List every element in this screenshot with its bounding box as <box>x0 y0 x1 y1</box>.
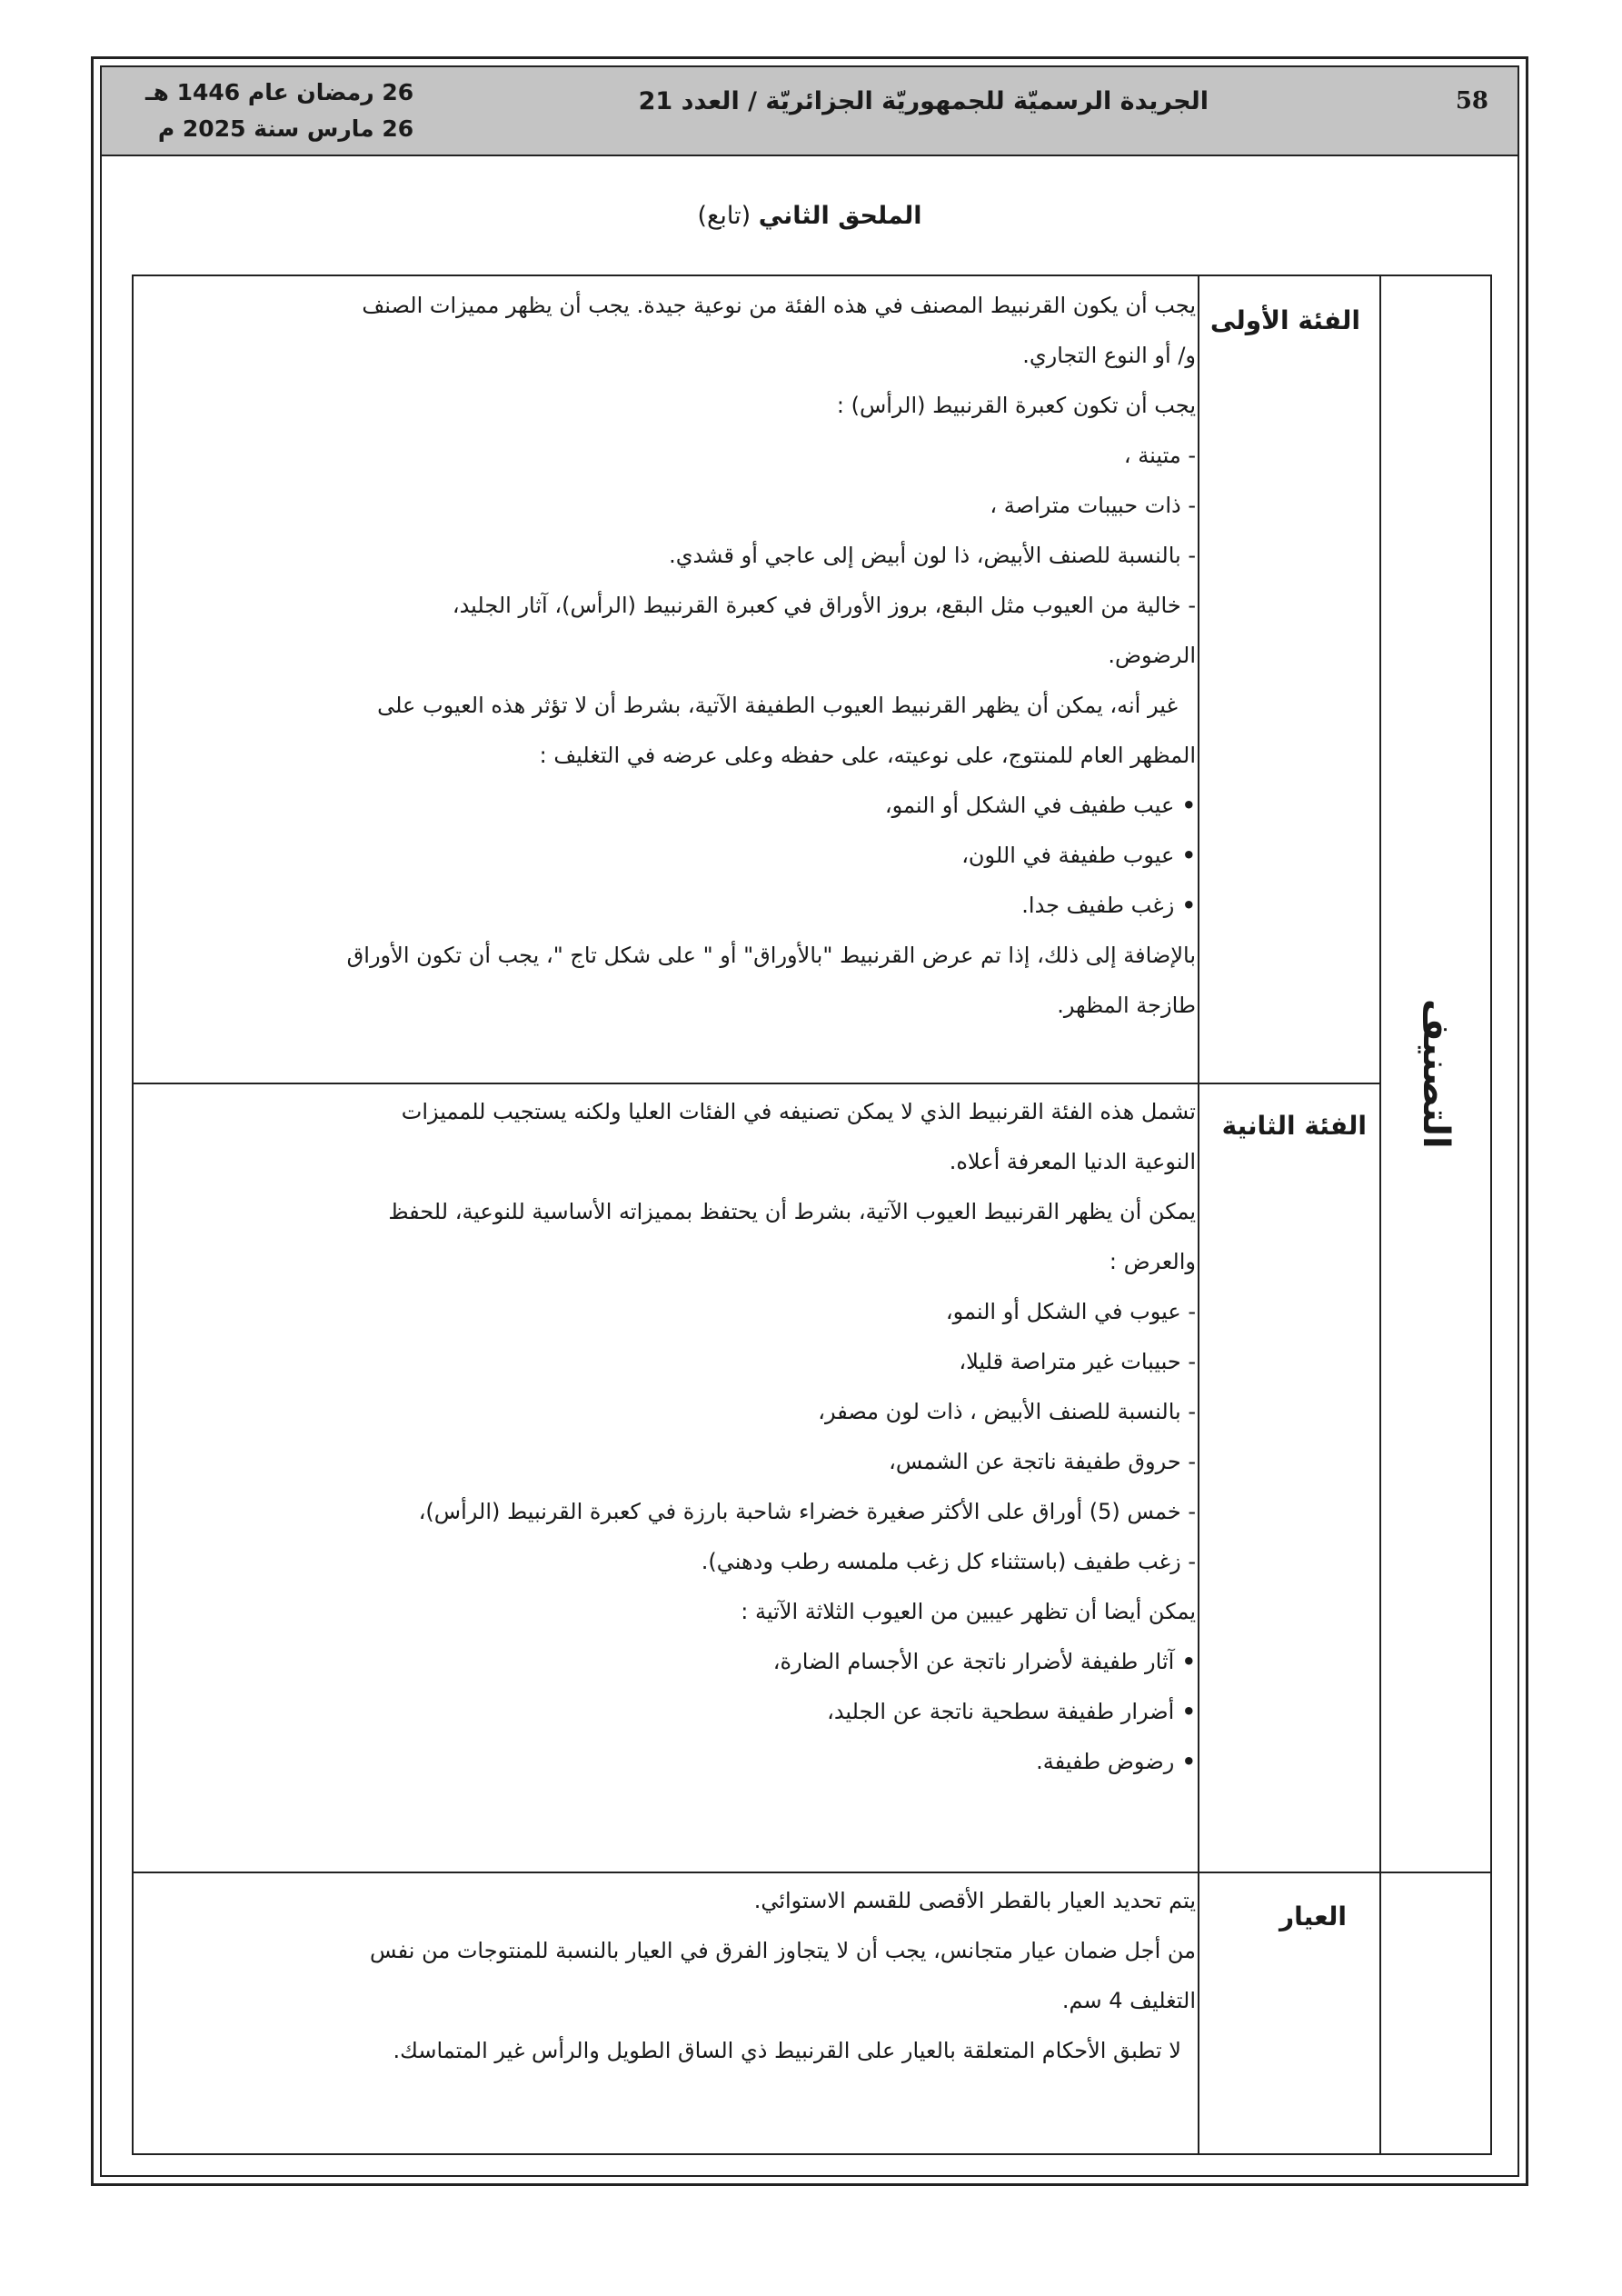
text-line: يمكن أن يظهر القرنبيط العيوب الآتية، بشرط أن يحتفظ بمميزاته الأساسية للنوعية، للحفظ <box>388 1199 1196 1224</box>
text-line: والعرض : <box>1109 1249 1196 1274</box>
table-divider <box>134 1872 1490 1873</box>
list-item: - بالنسبة للصنف الأبيض ، ذات لون مصفر، <box>818 1399 1196 1424</box>
text-line: بالإضافة إلى ذلك، إذا تم عرض القرنبيط "بالأوراق" أو " على شكل تاج "، يجب أن تكون الأوراق <box>346 943 1196 968</box>
list-item: - عيوب في الشكل أو النمو، <box>945 1299 1196 1324</box>
page-header <box>102 67 1518 156</box>
text-line: غير أنه، يمكن أن يظهر القرنبيط العيوب الطفيفة الآتية، بشرط أن لا تؤثر هذه العيوب على <box>377 693 1178 718</box>
bullet-item: • عيوب طفيفة في اللون، <box>146 831 1196 881</box>
text-line: المظهر العام للمنتوج، على نوعيته، على حفظه وعلى عرضه في التغليف : <box>539 743 1196 768</box>
bullet-item: • آثار طفيفة لأضرار ناتجة عن الأجسام الضارة، <box>146 1637 1196 1687</box>
text-line: يجب أن تكون كعبرة القرنبيط (الرأس) : <box>836 393 1196 418</box>
page-frame <box>91 56 1528 2186</box>
list-item: - خمس (5) أوراق على الأكثر صغيرة خضراء شاحبة بارزة في كعبرة القرنبيط (الرأس)، <box>418 1499 1196 1524</box>
table-divider <box>134 1083 1381 1084</box>
text-line: طازجة المظهر. <box>1057 993 1196 1018</box>
annex-title <box>102 202 1518 230</box>
list-item: - حروق طفيفة ناتجة عن الشمس، <box>889 1449 1196 1474</box>
annex-title-continued: (تابع) <box>697 202 751 230</box>
date-gregorian: 26 مارس سنة 2025 م <box>157 115 414 142</box>
section-label-cell <box>1381 276 1490 1872</box>
text-line: و/ أو النوع التجاري. <box>1022 343 1196 368</box>
row-label-first-category: الفئة الأولى <box>1209 305 1360 335</box>
first-category-text <box>146 281 1196 1031</box>
text-line: يتم تحديد العيار بالقطر الأقصى للقسم الاستوائي. <box>753 1888 1196 1913</box>
section-label: التصنيف <box>1415 999 1457 1149</box>
text-line: يجب أن يكون القرنبيط المصنف في هذه الفئة من نوعية جيدة. يجب أن يظهر مميزات الصنف <box>362 293 1196 318</box>
classification-table <box>132 275 1492 2155</box>
row-label-second-category: الفئة الثانية <box>1221 1111 1367 1141</box>
issue-date <box>145 75 413 147</box>
annex-title-main: الملحق الثاني <box>758 202 922 230</box>
list-item: - ذات حبيبات متراصة ، <box>990 493 1196 518</box>
list-item: - خالية من العيوب مثل البقع، بروز الأوراق في كعبرة القرنبيط (الرأس)، آثار الجليد، <box>452 593 1196 618</box>
bullet-item: • زغب طفيف جدا. <box>146 881 1196 931</box>
text-line: التغليف 4 سم. <box>1061 1988 1196 2013</box>
text-line: من أجل ضمان عيار متجانس، يجب أن لا يتجاوز الفرق في العيار بالنسبة للمنتوجات من نفس <box>370 1938 1196 1963</box>
list-item: - حبيبات غير متراصة قليلا، <box>959 1349 1196 1374</box>
text-line: تشمل هذه الفئة القرنبيط الذي لا يمكن تصنيفه في الفئات العليا ولكنه يستجيب للمميزات <box>401 1099 1196 1124</box>
text-line: لا تطبق الأحكام المتعلقة بالعيار على القرنبيط ذي الساق الطويل والرأس غير المتماسك. <box>393 2038 1181 2063</box>
size-text <box>146 1876 1196 2076</box>
second-category-text <box>146 1087 1196 1787</box>
bullet-item: • رضوض طفيفة. <box>146 1737 1196 1787</box>
list-item: - زغب طفيف (باستثناء كل زغب ملمسه رطب ودهني). <box>701 1549 1196 1574</box>
row-label-size: العيار <box>1279 1902 1347 1932</box>
list-item: - بالنسبة للصنف الأبيض، ذا لون أبيض إلى عاجي أو قشدي. <box>669 543 1196 568</box>
text-line: النوعية الدنيا المعرفة أعلاه. <box>949 1149 1196 1174</box>
list-item: - متينة ، <box>1123 443 1196 468</box>
date-hijri: 26 رمضان عام 1446 هـ <box>145 79 414 105</box>
page-inner-frame <box>100 65 1519 2177</box>
text-line: الرضوض. <box>1108 643 1196 668</box>
journal-title: الجريدة الرسميّة للجمهوريّة الجزائريّة / العدد 21 <box>638 87 1209 115</box>
bullet-item: • عيب طفيف في الشكل أو النمو، <box>146 781 1196 831</box>
text-line: يمكن أيضا أن تظهر عيبين من العيوب الثلاثة الآتية : <box>741 1599 1196 1624</box>
bullet-item: • أضرار طفيفة سطحية ناتجة عن الجليد، <box>146 1687 1196 1737</box>
page-number: 58 <box>1455 87 1488 115</box>
